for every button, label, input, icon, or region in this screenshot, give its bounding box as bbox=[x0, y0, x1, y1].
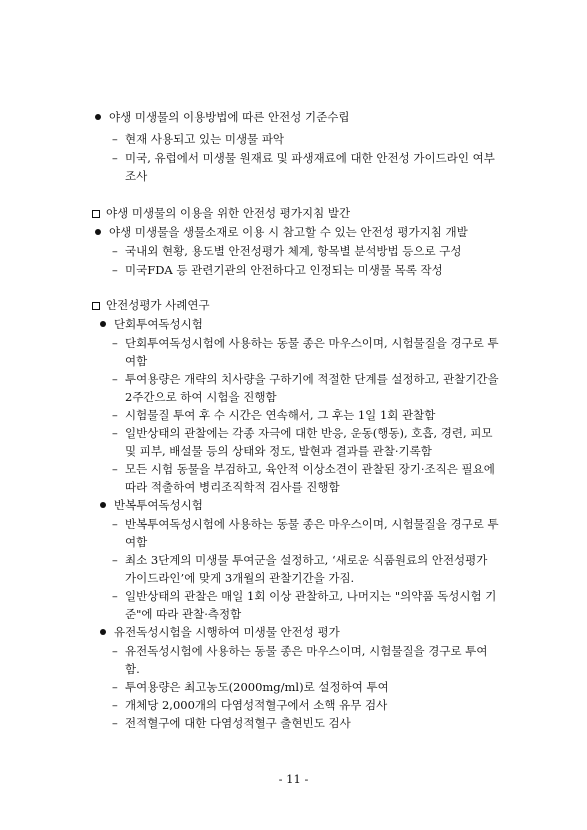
dash-icon: – bbox=[112, 517, 118, 531]
dash-icon: – bbox=[112, 372, 118, 386]
dash-icon: – bbox=[112, 408, 118, 422]
sub-item-text: 최소 3단계의 미생물 투여군을 설정하고, ‘새로운 식품원료의 안전성평가 bbox=[125, 553, 488, 567]
sub-item-continuation: 조사 bbox=[125, 169, 148, 183]
bullet-item bbox=[100, 316, 203, 332]
bullet-text: 유전독성시험을 시행하여 미생물 안전성 평가 bbox=[114, 625, 340, 639]
dash-icon: – bbox=[112, 589, 118, 603]
page-number: - 11 - bbox=[278, 772, 309, 786]
sub-item-text: 반복투여독성시험에 사용하는 동물 종은 마우스이며, 시험물질을 경구로 투 bbox=[125, 517, 499, 531]
bullet-dot-icon bbox=[95, 114, 101, 120]
dash-icon: – bbox=[112, 716, 118, 730]
bullet-dot-icon bbox=[100, 321, 106, 327]
bullet-dot-icon bbox=[100, 629, 106, 635]
checkbox-square-icon bbox=[92, 302, 100, 310]
bullet-dot-icon bbox=[95, 229, 101, 235]
sub-item bbox=[112, 679, 389, 695]
sub-item bbox=[112, 243, 462, 259]
sub-item-text: 국내외 현황, 용도별 안전성평가 체계, 항목별 분석방법 등으로 구성 bbox=[125, 244, 462, 258]
sub-item-continuation: 및 피부, 배설물 등의 상태와 정도, 발현과 결과를 관찰·기록함 bbox=[125, 444, 432, 458]
sub-item-continuation: 여함 bbox=[125, 535, 148, 549]
dash-icon: – bbox=[112, 462, 118, 476]
sub-item-text: 일반상태의 관찰은 매일 1회 이상 관찰하고, 나머지는 "의약품 독성시험 기 bbox=[125, 589, 497, 603]
sub-item bbox=[112, 407, 435, 423]
bullet-text: 야생 미생물의 이용방법에 따른 안전성 기준수립 bbox=[109, 110, 350, 124]
sub-item-continuation: 가이드라인’에 맞게 3개월의 관찰기간을 가짐. bbox=[125, 571, 355, 585]
dash-icon: – bbox=[112, 680, 118, 694]
sub-item bbox=[112, 643, 488, 659]
sub-item-continuation: 준"에 따라 관찰·측정함 bbox=[125, 607, 242, 621]
section-heading-text: 야생 미생물의 이용을 위한 안전성 평가지침 발간 bbox=[106, 206, 351, 220]
sub-item-text: 전적혈구에 대한 다염성적혈구 출현빈도 검사 bbox=[125, 716, 351, 730]
sub-item bbox=[112, 335, 499, 351]
sub-item-text: 유전독성시험에 사용하는 동물 종은 마우스이며, 시험물질을 경구로 투여 bbox=[125, 644, 488, 658]
bullet-text: 야생 미생물을 생물소재로 이용 시 참고할 수 있는 안전성 평가지침 개발 bbox=[109, 225, 468, 239]
dash-icon: – bbox=[112, 336, 118, 350]
bullet-item bbox=[95, 224, 468, 240]
dash-icon: – bbox=[112, 151, 118, 165]
sub-item bbox=[112, 552, 487, 568]
sub-item-continuation: 함. bbox=[125, 662, 140, 676]
sub-item bbox=[112, 461, 495, 477]
bullet-item bbox=[95, 109, 349, 125]
sub-item bbox=[112, 131, 284, 147]
sub-item-text: 투여용량은 개략의 치사량을 구하기에 적절한 단계를 설정하고, 관찰기간을 bbox=[125, 372, 499, 386]
dash-icon: – bbox=[112, 263, 118, 277]
sub-item bbox=[112, 516, 499, 532]
dash-icon: – bbox=[112, 644, 118, 658]
section-heading-text: 안전성평가 사례연구 bbox=[106, 298, 210, 312]
checkbox-square-icon bbox=[92, 210, 100, 218]
dash-icon: – bbox=[112, 244, 118, 258]
sub-item-text: 현재 사용되고 있는 미생물 파악 bbox=[125, 132, 285, 146]
sub-item bbox=[112, 150, 495, 166]
sub-item-text: 개체당 2,000개의 다염성적혈구에서 소핵 유무 검사 bbox=[125, 698, 388, 712]
sub-item-text: 투여용량은 최고농도(2000mg/ml)로 설정하여 투여 bbox=[125, 680, 389, 694]
dash-icon: – bbox=[112, 426, 118, 440]
bullet-item bbox=[100, 497, 203, 513]
dash-icon: – bbox=[112, 132, 118, 146]
bullet-text: 반복투여독성시험 bbox=[114, 498, 203, 512]
sub-item bbox=[112, 697, 387, 713]
sub-item-continuation: 2주간으로 하여 시험을 진행함 bbox=[125, 390, 277, 404]
sub-item-continuation: 여함 bbox=[125, 354, 148, 368]
bullet-item bbox=[100, 624, 340, 640]
section-heading bbox=[92, 205, 350, 221]
dash-icon: – bbox=[112, 553, 118, 567]
sub-item-text: 시험물질 투여 후 수 시간은 연속해서, 그 후는 1일 1회 관찰함 bbox=[125, 408, 436, 422]
sub-item-text: 미국FDA 등 관련기관의 안전하다고 인정되는 미생물 목록 작성 bbox=[125, 263, 443, 277]
section-heading bbox=[92, 297, 210, 313]
sub-item-text: 일반상태의 관찰에는 각종 자극에 대한 반응, 운동(행동), 호흡, 경련, 피모 bbox=[125, 426, 493, 440]
sub-item-text: 미국, 유럽에서 미생물 원재료 및 파생재료에 대한 안전성 가이드라인 여부 bbox=[125, 151, 495, 165]
bullet-text: 단회투여독성시험 bbox=[114, 317, 203, 331]
dash-icon: – bbox=[112, 698, 118, 712]
sub-item bbox=[112, 588, 496, 604]
sub-item-continuation: 따라 적출하여 병리조직학적 검사를 진행함 bbox=[125, 480, 340, 494]
sub-item bbox=[112, 262, 443, 278]
sub-item bbox=[112, 371, 499, 387]
sub-item bbox=[112, 425, 493, 441]
sub-item-text: 단회투여독성시험에 사용하는 동물 종은 마우스이며, 시험물질을 경구로 투 bbox=[125, 336, 499, 350]
sub-item-text: 모든 시험 동물을 부검하고, 육안적 이상소견이 관찰된 장기·조직은 필요에 bbox=[125, 462, 495, 476]
bullet-dot-icon bbox=[100, 502, 106, 508]
sub-item bbox=[112, 715, 351, 731]
